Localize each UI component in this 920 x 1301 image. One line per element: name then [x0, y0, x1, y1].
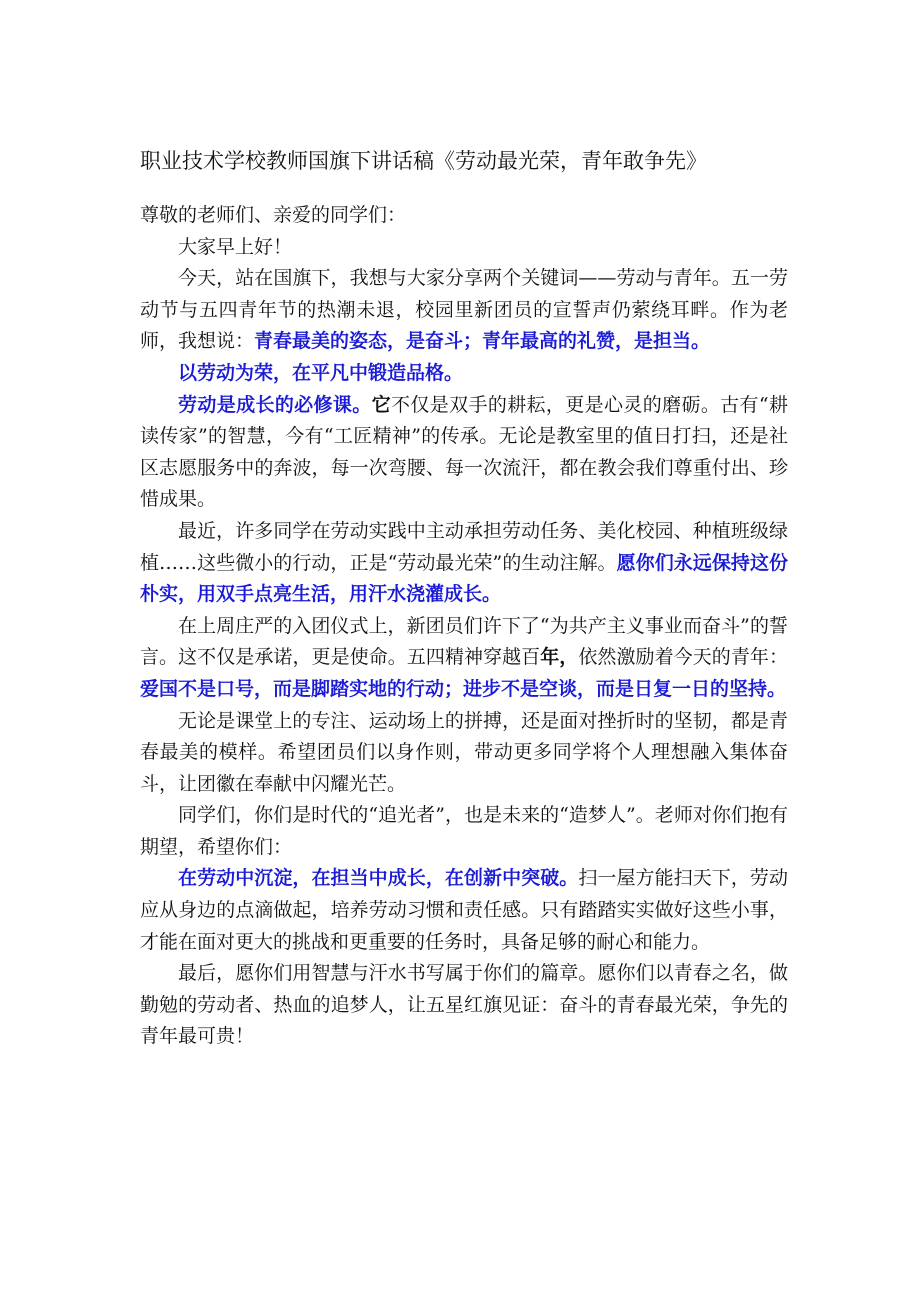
- paragraph-4-text-a: 在上周庄严的入团仪式上，新团员们许下了“为共产主义事业而奋斗”的誓言。这不仅是承诺，更是使命。五四精神穿越百: [140, 614, 788, 669]
- paragraph-1: [140, 263, 788, 358]
- paragraph-4-text-b: 依然激励着今天的青年：: [578, 646, 788, 669]
- paragraph-2-highlight: 劳动是成长的必修课。: [178, 393, 372, 416]
- paragraph-1-text: 今天，站在国旗下，我想与大家分享两个关键词——劳动与青年。五一劳动节与五四青年节的热潮未退，校园里新团员的宣誓声仍萦绕耳畔。作为老师，我想说：: [140, 267, 788, 353]
- paragraph-7-text: 扫一屋方能扫天下，劳动应从身边的点滴做起，培养劳动习惯和责任感。只有踏踏实实做好这些小事，才能在面对更大的挑战和更重要的任务时，具备足够的耐心和能力。: [140, 867, 788, 953]
- paragraph-2-text: 不仅是双手的耕耘，更是心灵的磨砺。古有“耕读传家”的智慧，今有“工匠精神”的传承。无论是教室里的值日打扫，还是社区志愿服务中的奔波，每一次弯腰、每一次流汗，都在教会我们尊重付出、珍惜成果。: [140, 393, 788, 511]
- paragraph-2: [140, 390, 788, 516]
- paragraph-4-highlight: 爱国不是口号，而是脚踏实地的行动；进步不是空谈，而是日复一日的坚持。: [140, 677, 787, 700]
- paragraph-5: 无论是课堂上的专注、运动场上的拼搏，还是面对挫折时的坚韧，都是青春最美的模样。希望团员们以身作则，带动更多同学将个人理想融入集体奋斗，让团徽在奉献中闪耀光芒。: [140, 709, 788, 795]
- paragraph-8: 最后，愿你们用智慧与汗水书写属于你们的篇章。愿你们以青春之名，做勤勉的劳动者、热血的追梦人，让五星红旗见证：奋斗的青春最光荣，争先的青年最可贵！: [140, 962, 788, 1048]
- paragraph-6: 同学们，你们是时代的“追光者”，也是未来的“造梦人”。老师对你们抱有期望，希望你们：: [140, 804, 788, 858]
- paragraph-3: [140, 516, 788, 611]
- paragraph-3-highlight: 愿你们永远保持这份朴实，用双手点亮生活，用汗水浇灌成长。: [140, 551, 788, 606]
- greeting: 大家早上好！: [178, 235, 293, 258]
- paragraph-4: [140, 611, 788, 706]
- document-title: 职业技术学校教师国旗下讲话稿《劳动最光荣，青年敢争先》: [140, 149, 707, 173]
- paragraph-1-highlight: 青春最美的姿态，是奋斗；青年最高的礼赞，是担当。: [254, 330, 711, 353]
- paragraph-4-bold: 年，: [540, 646, 579, 669]
- document-body: [140, 200, 788, 1053]
- paragraph-2-bold: 它: [371, 393, 392, 416]
- paragraph-7: [140, 863, 788, 958]
- section-heading-1: 以劳动为荣，在平凡中锻造品格。: [178, 361, 464, 384]
- paragraph-3-text: 最近，许多同学在劳动实践中主动承担劳动任务、美化校园、种植班级绿植……这些微小的行动，正是“劳动最光荣”的生动注解。: [140, 519, 788, 574]
- paragraph-7-highlight: 在劳动中沉淀，在担当中成长，在创新中突破。: [178, 867, 579, 890]
- salutation: 尊敬的老师们、亲爱的同学们：: [140, 204, 407, 226]
